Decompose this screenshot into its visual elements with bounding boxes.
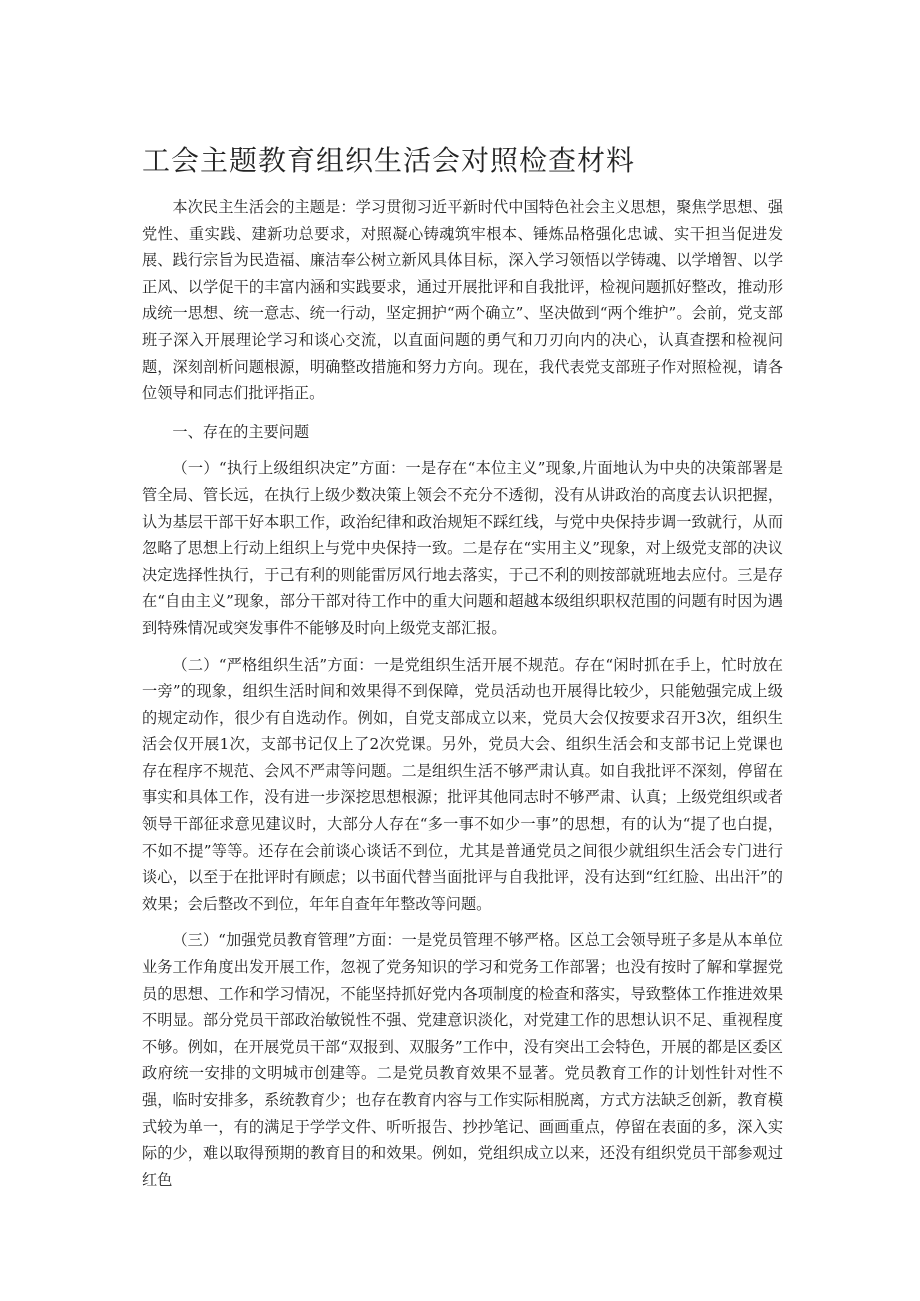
problem-item-3: （三）“加强党员教育管理”方面：一是党员管理不够严格。区总工会领导班子多是从本单位业务工作角度出发开展工作，忽视了党务知识的学习和党务工作部署；也没有按时了解和掌握党员的思想、工作和学习情况，不能坚持抓好党内各项制度的检查和落实，导致整体工作推进效果不明显。部分党员干部政治敏锐性不强、党建意识淡化，对党建工作的思想认识不足、重视程度不够。例如，在开展党员干部“双报到、双服务”工作中，没有突出工会特色，开展的都是区委区政府统一安排的文明城市创建等。二是党员教育效果不显著。党员教育工作的计划性针对性不强，临时安排多，系统教育少；也存在教育内容与工作实际相脱离，方式方法缺乏创新，教育模式较为单一，有的满足于学学文件、听听报告、抄抄笔记、画画重点，停留在表面的多，深入实际的少，难以取得预期的教育目的和效果。例如，党组织成立以来，还没有组织党员干部参观过红色: [142, 931, 783, 1189]
problem-item-2: （二）“严格组织生活”方面：一是党组织生活开展不规范。存在“闲时抓在手上，忙时放在一旁”的现象，组织生活时间和效果得不到保障，党员活动也开展得比较少，只能勉强完成上级的规定动作，很少有自选动作。例如，自党支部成立以来，党员大会仅按要求召开3次，组织生活会仅开展1次，支部书记仅上了2次党课。另外，党员大会、组织生活会和支部书记上党课也存在程序不规范、会风不严肃等问题。二是组织生活不够严肃认真。如自我批评不深刻，停留在事实和具体工作，没有进一步深挖思想根源；批评其他同志时不够严肃、认真；上级党组织或者领导干部征求意见建议时，大部分人存在“多一事不如少一事”的思想，有的认为“提了也白提，不如不提”等等。还存在会前谈心谈话不到位，尤其是普通党员之间很少就组织生活会专门进行谈心，以至于在批评时有顾虑；以书面代替当面批评与自我批评，没有达到“红红脸、出出汗”的效果；会后整改不到位，年年自查年年整改等问题。: [142, 655, 783, 913]
problem-item-1: （一）“执行上级组织决定”方面：一是存在“本位主义”现象,片面地认为中央的决策部署是管全局、管长远，在执行上级少数决策上领会不充分不透彻，没有从讲政治的高度去认识把握，认为基层干部干好本职工作，政治纪律和政治规矩不踩红线，与党中央保持步调一致就行，从而忽略了思想上行动上组织上与党中央保持一致。二是存在“实用主义”现象，对上级党支部的决议决定选择性执行，于己有利的则能雷厉风行地去落实，于己不利的则按部就班地去应付。三是存在“自由主义”现象，部分干部对待工作中的重大问题和超越本级组织职权范围的问题有时因为遇到特殊情况或突发事件不能够及时向上级党支部汇报。: [142, 459, 783, 637]
intro-paragraph: 本次民主生活会的主题是：学习贯彻习近平新时代中国特色社会主义思想，聚焦学思想、强党性、重实践、建新功总要求，对照凝心铸魂筑牢根本、锤炼品格强化忠诚、实干担当促进发展、践行宗旨为民造福、廉洁奉公树立新风具体目标，深入学习领悟以学铸魂、以学增智、以学正风、以学促干的丰富内涵和实践要求，通过开展批评和自我批评，检视问题抓好整改，推动形成统一思想、统一意志、统一行动，坚定拥护“两个确立”、坚决做到“两个维护”。会前，党支部班子深入开展理论学习和谈心交流，以直面问题的勇气和刀刃向内的决心，认真查摆和检视问题，深刻剖析问题根源，明确整改措施和努力方向。现在，我代表党支部班子作对照检视，请各位领导和同志们批评指正。: [142, 198, 783, 403]
document-title: 工会主题教育组织生活会对照检查材料: [142, 144, 636, 177]
document-page: [142, 140, 783, 1203]
section-heading-problems: 一、存在的主要问题: [172, 422, 310, 441]
